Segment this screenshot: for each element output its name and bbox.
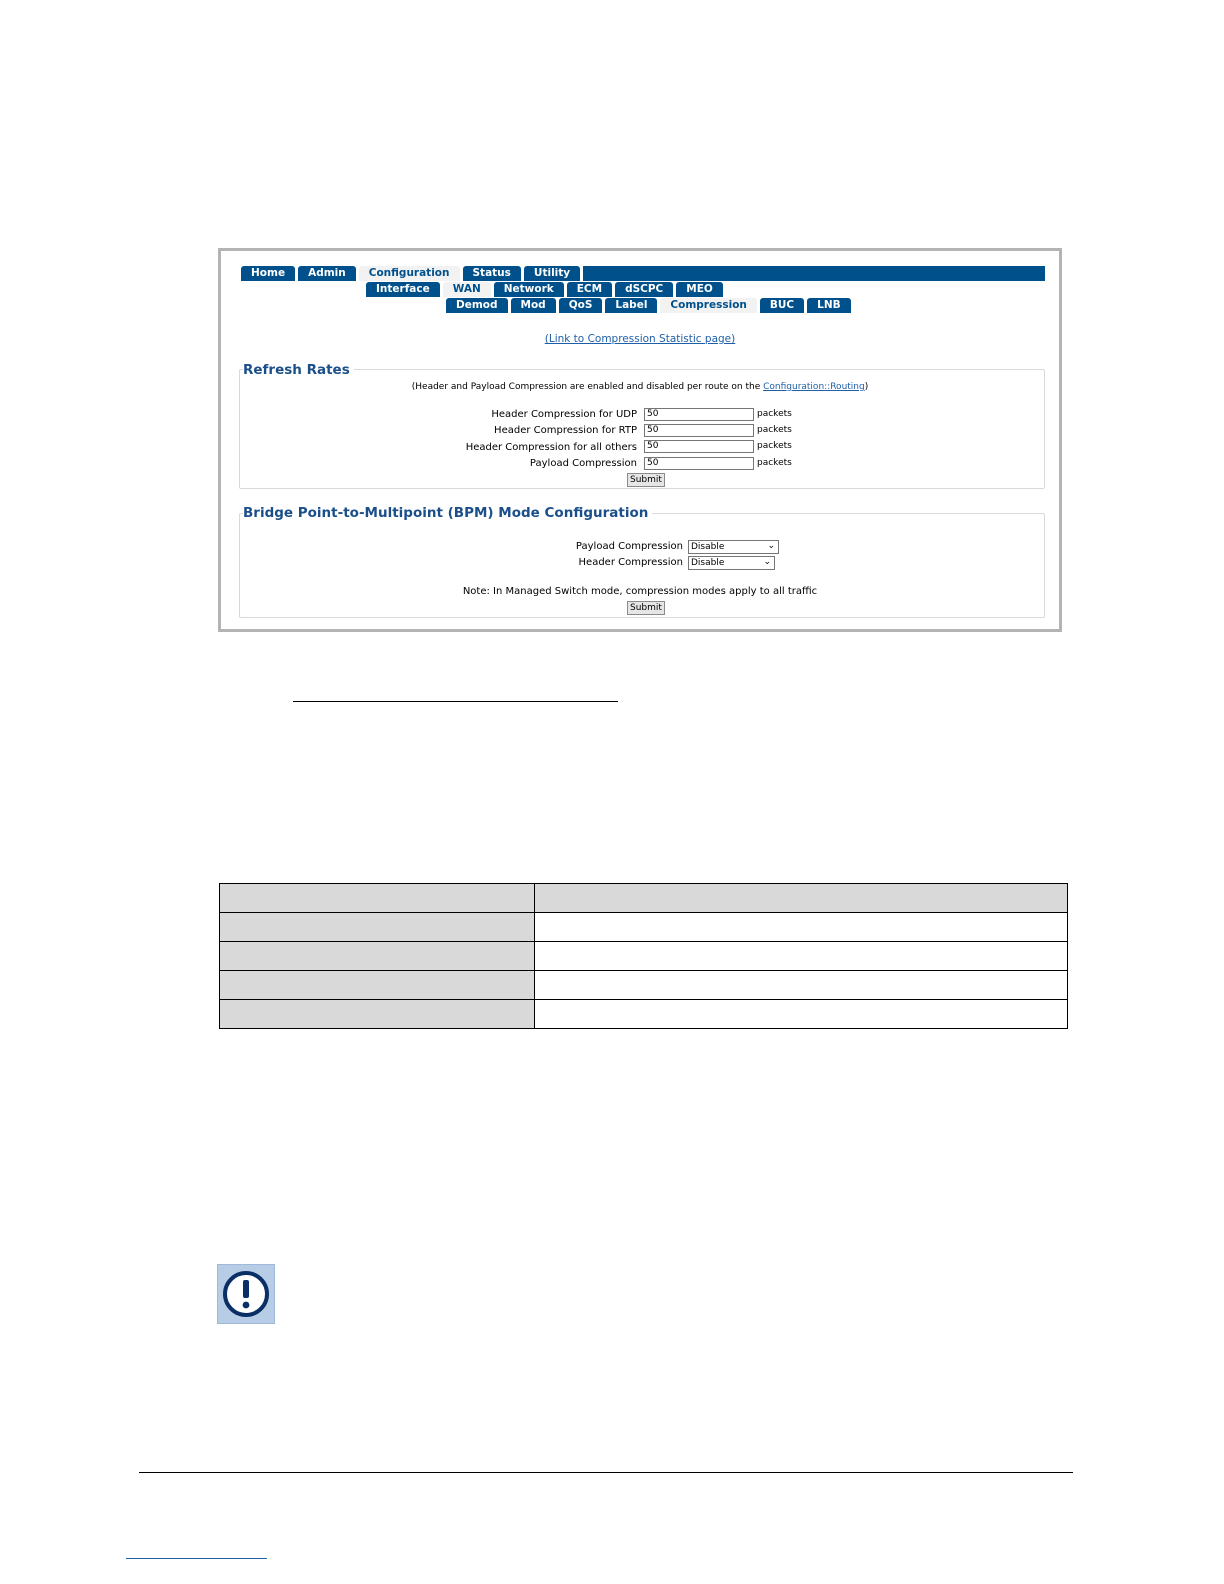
others-label: Header Compression for all others	[465, 442, 637, 453]
payload-label: Payload Compression	[529, 458, 637, 469]
tab-ecm[interactable]: ECM	[567, 282, 612, 297]
payload-input[interactable]: 50	[644, 457, 754, 470]
tab-configuration[interactable]: Configuration	[359, 266, 460, 281]
tab-compression[interactable]: Compression	[660, 298, 756, 313]
table-header-cell	[535, 884, 1068, 913]
refresh-rates-note	[221, 382, 1059, 392]
rtp-input[interactable]: 50	[644, 424, 754, 437]
table-row	[220, 971, 1068, 1000]
table-cell	[535, 971, 1068, 1000]
main-nav	[241, 265, 1045, 281]
config-subnav	[366, 282, 723, 297]
others-row	[221, 441, 637, 455]
compression-statistic-link[interactable]: (Link to Compression Statistic page)	[544, 333, 736, 345]
rtp-row	[221, 424, 637, 438]
tab-status[interactable]: Status	[463, 266, 521, 281]
bpm-payload-value: Disable	[691, 542, 725, 552]
bpm-header-row	[221, 556, 683, 570]
note-prefix: (Header and Payload Compression are enabled and disabled per route on the	[411, 382, 764, 392]
tab-buc[interactable]: BUC	[760, 298, 804, 313]
tab-admin[interactable]: Admin	[298, 266, 356, 281]
footer-rule	[139, 1472, 1073, 1473]
note-suffix: )	[864, 382, 869, 392]
others-input[interactable]: 50	[644, 440, 754, 453]
tab-mod[interactable]: Mod	[511, 298, 556, 313]
compression-config-screenshot	[218, 248, 1062, 632]
tab-home[interactable]: Home	[241, 266, 295, 281]
routing-link[interactable]: Configuration::Routing	[763, 382, 865, 392]
chevron-down-icon: ⌄	[763, 557, 771, 567]
udp-unit: packets	[757, 409, 792, 419]
table-row	[220, 1000, 1068, 1029]
tab-utility[interactable]: Utility	[524, 266, 580, 281]
tab-label[interactable]: Label	[605, 298, 657, 313]
bpm-submit-button[interactable]: Submit	[627, 601, 665, 615]
refresh-submit-button[interactable]: Submit	[627, 473, 665, 487]
table-header-row	[220, 884, 1068, 913]
wan-subnav	[446, 298, 851, 313]
udp-label: Header Compression for UDP	[491, 409, 637, 420]
bpm-heading: Bridge Point-to-Multipoint (BPM) Mode Configuration	[243, 505, 652, 521]
bpm-payload-row	[221, 540, 683, 554]
rtp-unit: packets	[757, 425, 792, 435]
tab-demod[interactable]: Demod	[446, 298, 508, 313]
payload-unit: packets	[757, 458, 792, 468]
tab-wan[interactable]: WAN	[443, 282, 491, 297]
table-cell	[220, 942, 535, 971]
udp-input[interactable]: 50	[644, 408, 754, 421]
table-cell	[220, 913, 535, 942]
bpm-header-value: Disable	[691, 558, 725, 568]
table-cell	[535, 913, 1068, 942]
tab-interface[interactable]: Interface	[366, 282, 440, 297]
bpm-header-select[interactable]	[688, 556, 775, 570]
tab-network[interactable]: Network	[494, 282, 564, 297]
payload-row	[221, 457, 637, 471]
rtp-label: Header Compression for RTP	[494, 425, 637, 436]
tab-qos[interactable]: QoS	[559, 298, 603, 313]
table-cell	[535, 942, 1068, 971]
tab-meo[interactable]: MEO	[676, 282, 723, 297]
table-row	[220, 913, 1068, 942]
chevron-down-icon: ⌄	[767, 541, 775, 551]
heading-underline	[293, 701, 618, 702]
table-cell	[220, 1000, 535, 1029]
bpm-header-label: Header Compression	[578, 557, 683, 568]
bpm-note: Note: In Managed Switch mode, compression modes apply to all traffic	[462, 586, 818, 597]
nav-bar-fill	[583, 266, 1045, 281]
bpm-payload-label: Payload Compression	[575, 541, 683, 552]
table-header-cell	[220, 884, 535, 913]
udp-row	[221, 408, 637, 422]
settings-table	[219, 883, 1068, 1029]
table-row	[220, 942, 1068, 971]
others-unit: packets	[757, 441, 792, 451]
bpm-payload-select[interactable]	[688, 540, 779, 554]
tab-lnb[interactable]: LNB	[807, 298, 850, 313]
refresh-rates-heading: Refresh Rates	[243, 362, 354, 378]
tab-dscpc[interactable]: dSCPC	[615, 282, 673, 297]
exclamation-circle-icon	[217, 1264, 275, 1324]
footer-link-underline	[126, 1558, 267, 1559]
table-cell	[220, 971, 535, 1000]
table-cell	[535, 1000, 1068, 1029]
